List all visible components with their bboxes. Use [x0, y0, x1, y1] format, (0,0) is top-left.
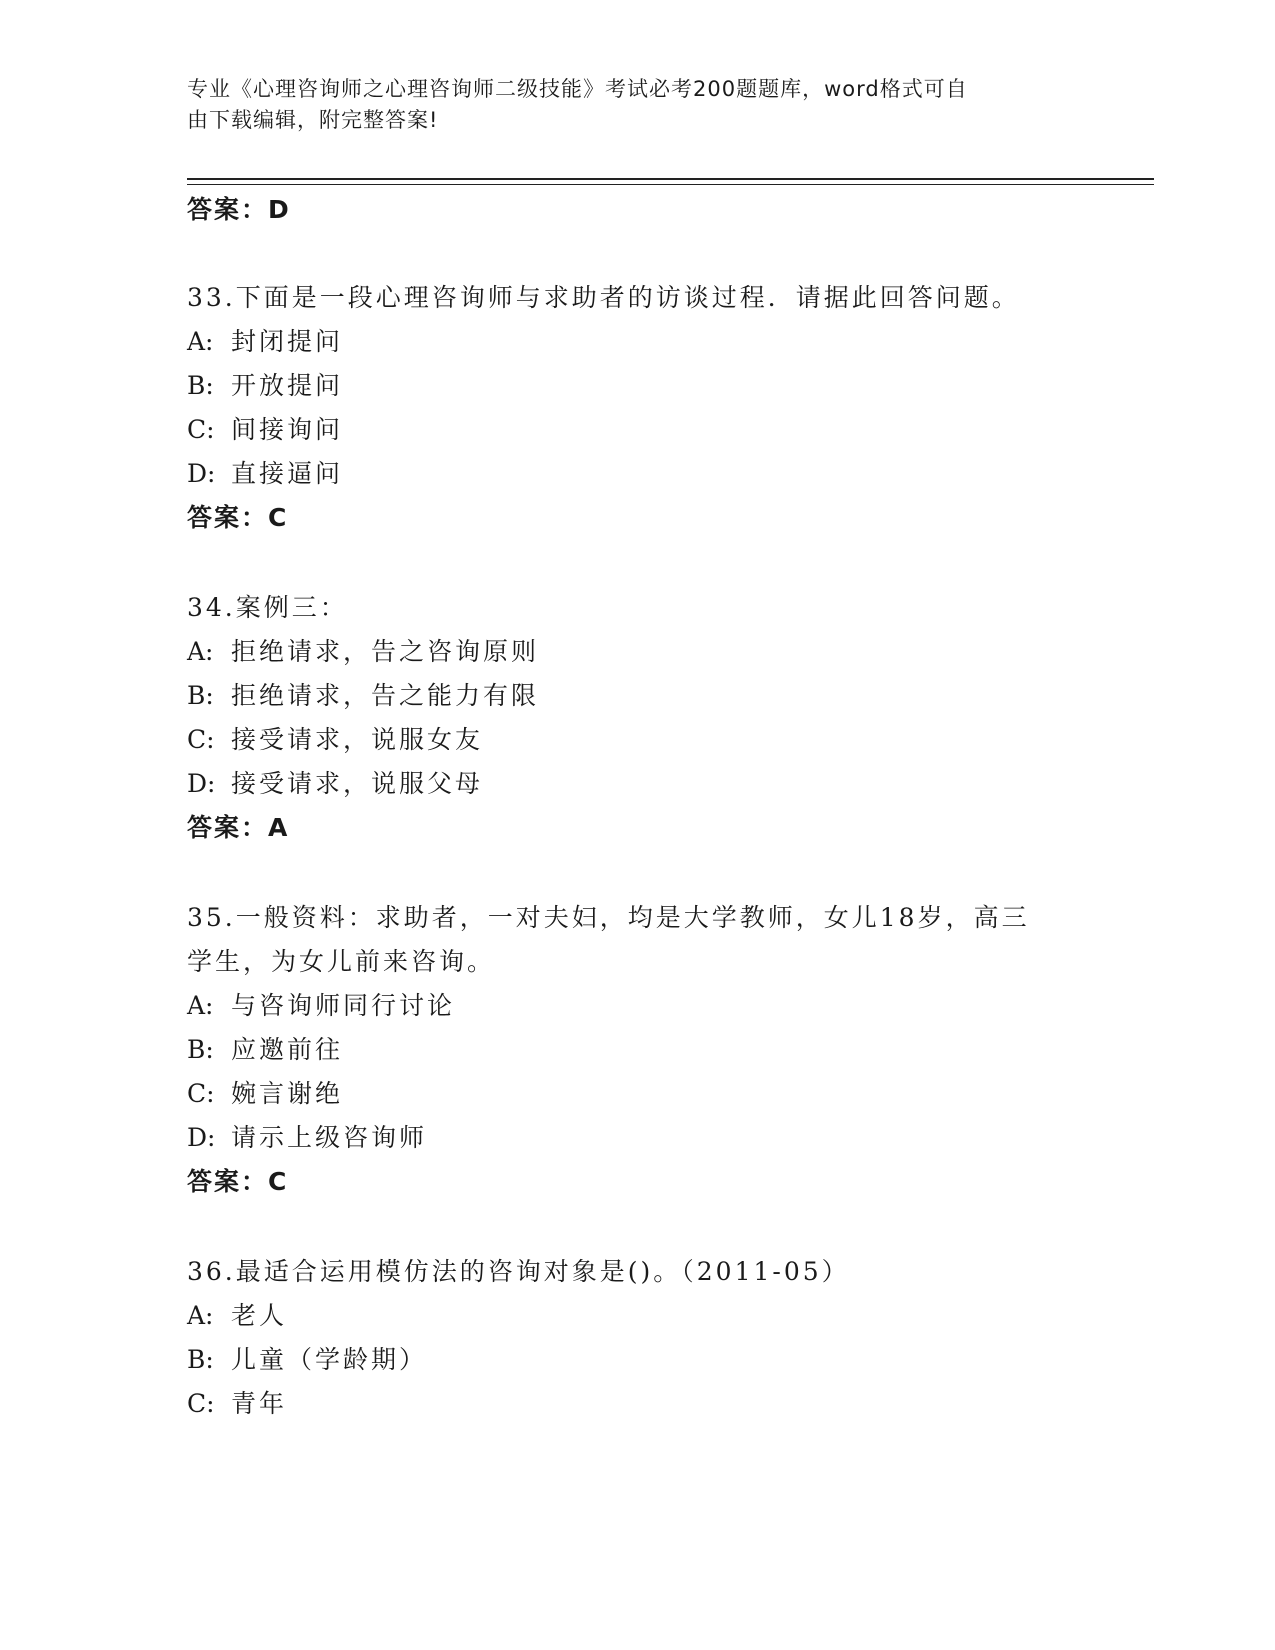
- question-34-option-d: [187, 764, 483, 800]
- option-letter: A:: [187, 1301, 214, 1330]
- option-letter: C:: [187, 415, 215, 444]
- question-35-stem-line-1: 35.一般资料：求助者，一对夫妇，均是大学教师，女儿18岁，高三: [187, 903, 1030, 932]
- question-34-option-c: [187, 720, 483, 756]
- option-text: 婉言谢绝: [231, 1079, 344, 1108]
- option-text: 请示上级咨询师: [231, 1123, 428, 1152]
- option-text: 与咨询师同行讨论: [231, 991, 456, 1020]
- question-36-option-a: [187, 1296, 287, 1332]
- question-36-option-b: [187, 1340, 427, 1376]
- question-34-option-a: [187, 632, 539, 668]
- question-33-option-b: [187, 366, 343, 402]
- option-letter: C:: [187, 1389, 215, 1418]
- option-letter: D:: [187, 769, 216, 798]
- question-33-option-c: [187, 410, 343, 446]
- answer-line-q32: 答案：D: [187, 195, 291, 224]
- option-letter: D:: [187, 1123, 216, 1152]
- header-line-1: 专业《心理咨询师之心理咨询师二级技能》考试必考200题题库，word格式可自: [187, 77, 968, 101]
- option-text: 拒绝请求，告之咨询原则: [231, 637, 540, 666]
- option-letter: C:: [187, 1079, 215, 1108]
- option-text: 封闭提问: [231, 327, 344, 356]
- question-33-option-d: [187, 454, 343, 490]
- option-text: 接受请求，说服父母: [231, 769, 484, 798]
- option-text: 青年: [231, 1389, 288, 1418]
- option-letter: D:: [187, 459, 216, 488]
- option-text: 间接询问: [231, 415, 344, 444]
- header-line-2: 由下载编辑，附完整答案!: [187, 108, 439, 132]
- question-36-option-c: [187, 1384, 287, 1420]
- question-35-answer: 答案：C: [187, 1167, 289, 1196]
- option-letter: A:: [187, 327, 214, 356]
- option-text: 应邀前往: [231, 1035, 344, 1064]
- header-divider-thick: [187, 178, 1154, 180]
- option-letter: A:: [187, 637, 214, 666]
- option-text: 接受请求，说服女友: [231, 725, 484, 754]
- question-34-stem: 34.案例三：: [187, 593, 348, 622]
- option-text: 老人: [231, 1301, 288, 1330]
- question-35-stem-line-2: 学生，为女儿前来咨询。: [187, 947, 496, 976]
- question-35-option-d: [187, 1118, 427, 1154]
- document-header: [187, 74, 1067, 136]
- option-letter: B:: [187, 1035, 214, 1064]
- header-divider-thin: [187, 184, 1154, 185]
- question-33-answer: 答案：C: [187, 503, 289, 532]
- option-text: 直接逼问: [231, 459, 344, 488]
- question-35-option-a: [187, 986, 455, 1022]
- question-33-stem: 33.下面是一段心理咨询师与求助者的访谈过程．请据此回答问题。: [187, 283, 1020, 312]
- option-letter: A:: [187, 991, 214, 1020]
- question-34-answer: 答案：A: [187, 813, 290, 842]
- option-letter: B:: [187, 371, 214, 400]
- option-text: 拒绝请求，告之能力有限: [231, 681, 540, 710]
- question-34-option-b: [187, 676, 539, 712]
- question-36-stem: 36.最适合运用模仿法的咨询对象是()。（2011-05）: [187, 1257, 850, 1286]
- option-letter: C:: [187, 725, 215, 754]
- option-text: 开放提问: [231, 371, 344, 400]
- option-text: 儿童（学龄期）: [231, 1345, 428, 1374]
- option-letter: B:: [187, 1345, 214, 1374]
- option-letter: B:: [187, 681, 214, 710]
- question-33-option-a: [187, 322, 343, 358]
- question-35-option-b: [187, 1030, 343, 1066]
- question-35-option-c: [187, 1074, 343, 1110]
